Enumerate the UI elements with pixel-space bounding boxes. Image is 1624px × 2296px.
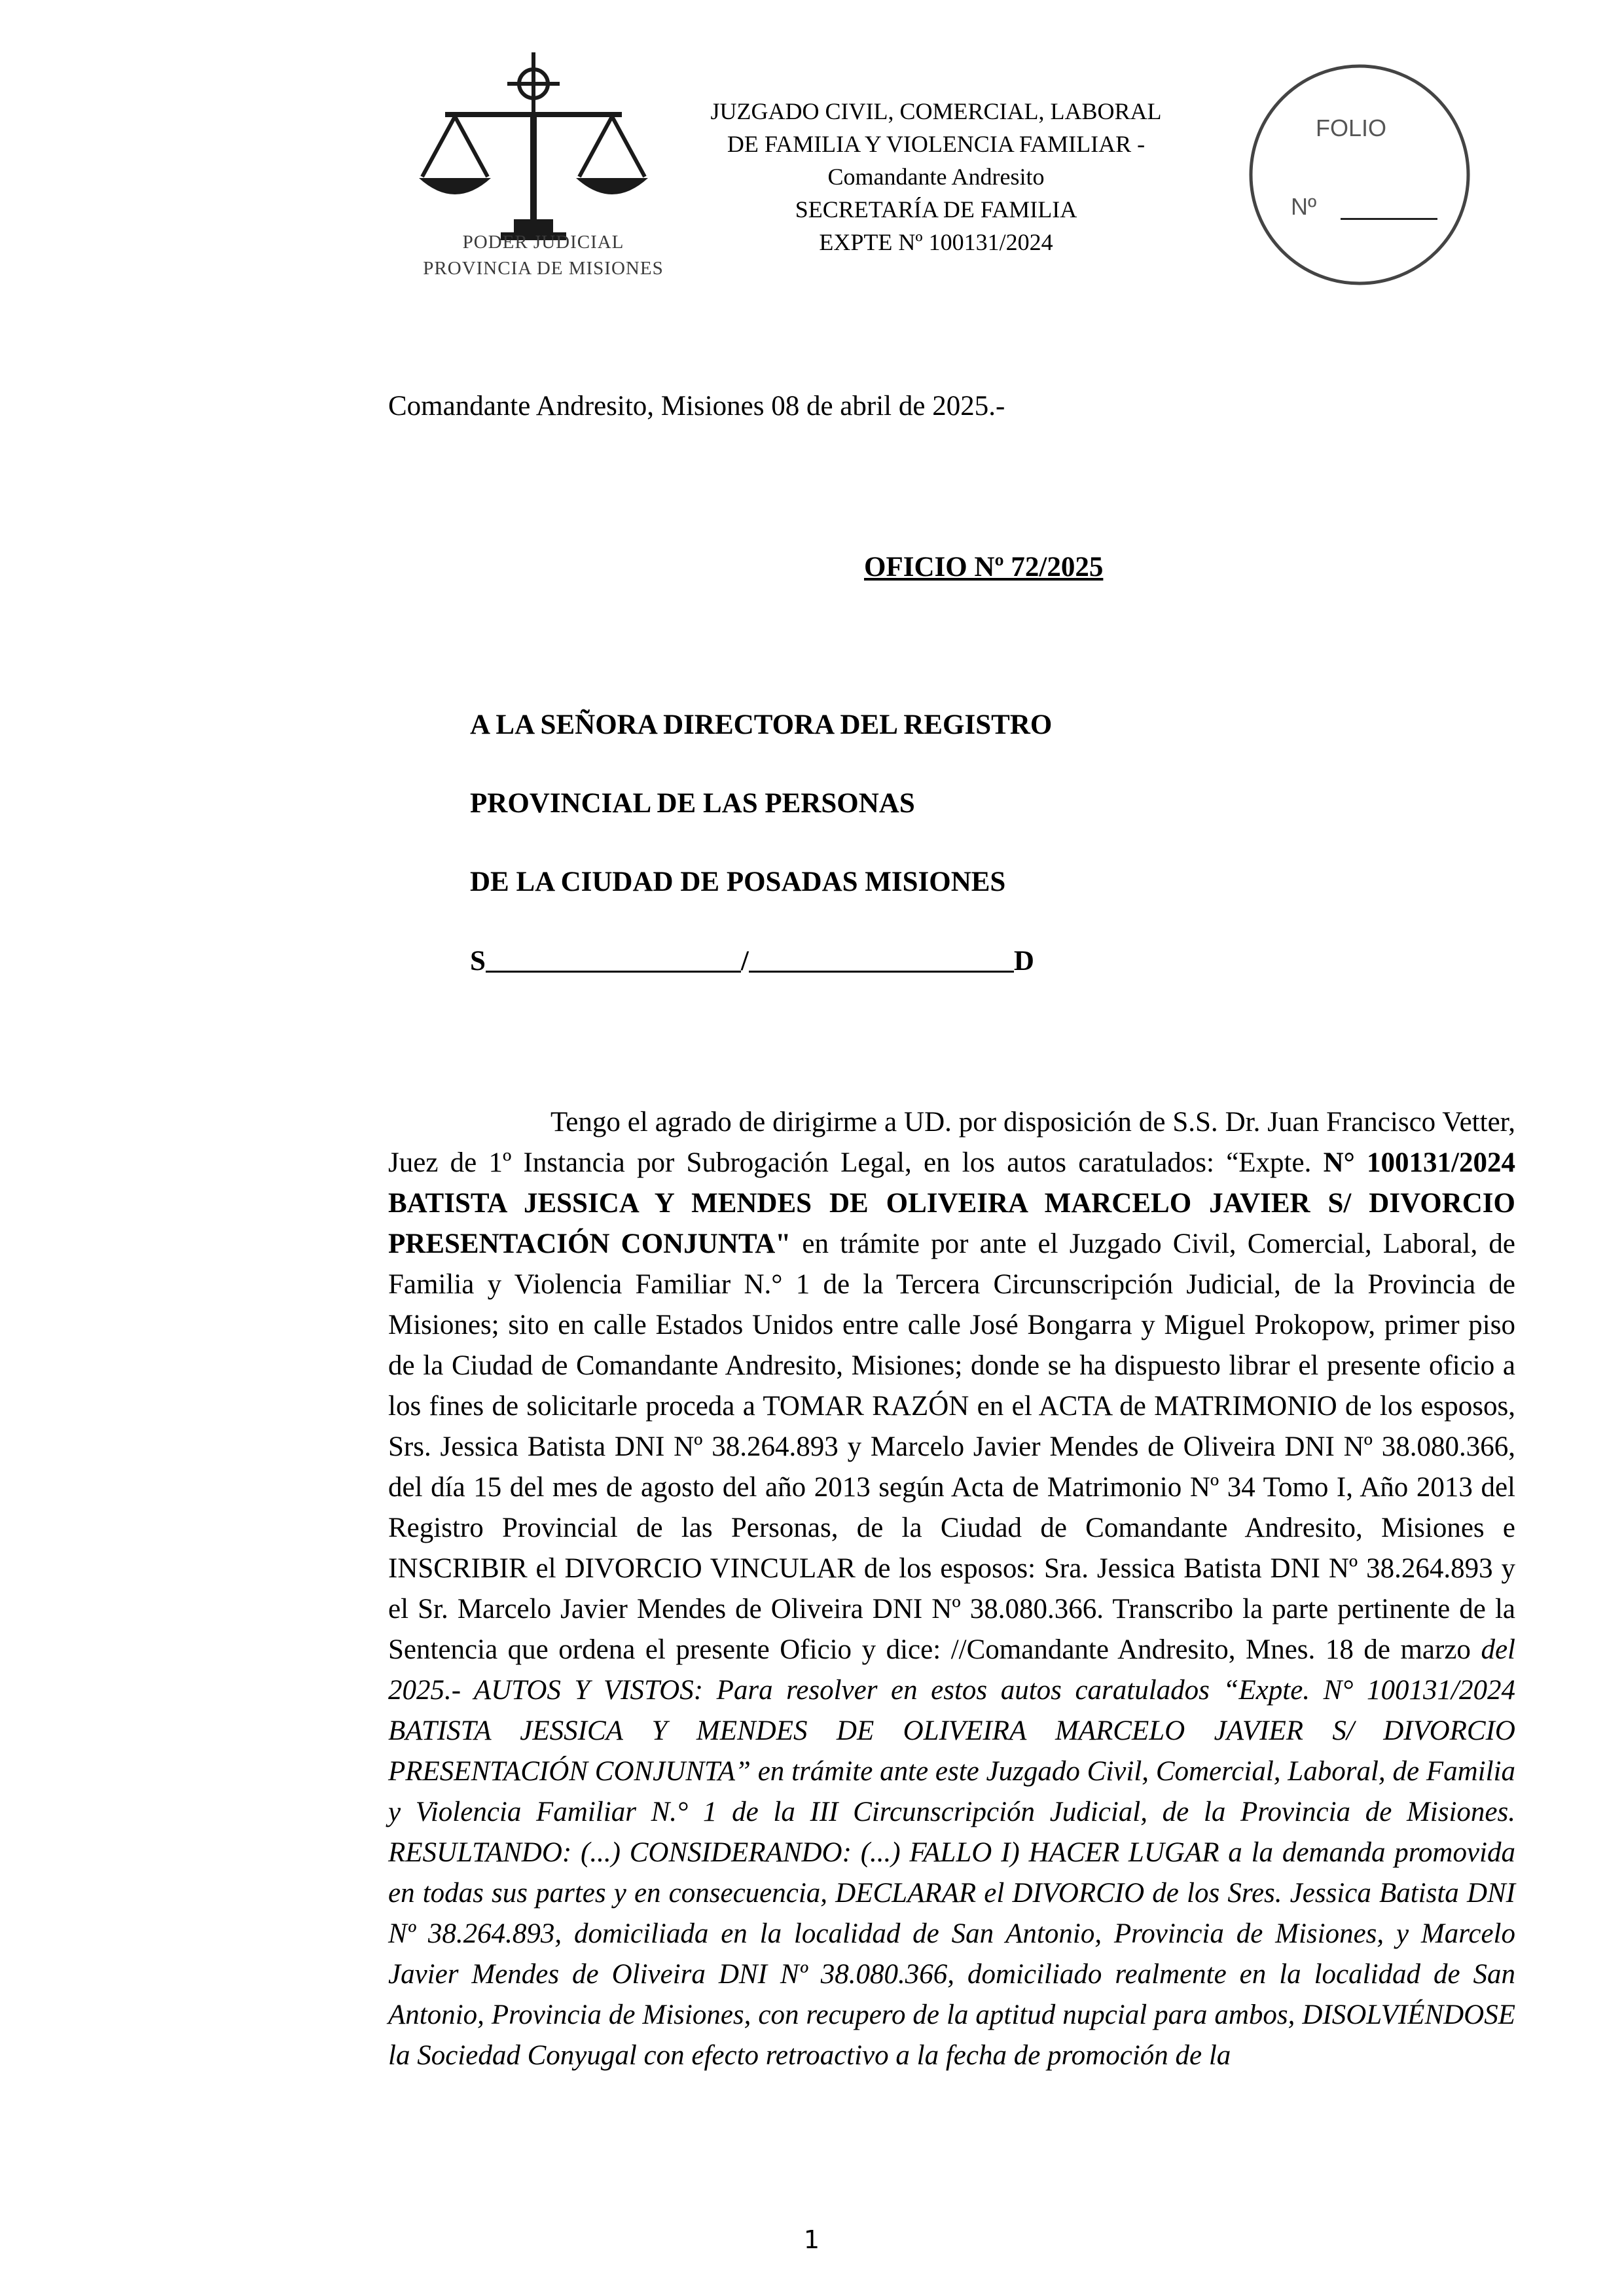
body-main-text: en trámite por ante el Juzgado Civil, Comercial, Laboral, de Familia y Violencia Familiar N.° 1 de la Tercera Circunscripción Judicial, de la Provincia de Misiones; sito en calle Estados Unidos entre calle José Bongarra y Miguel Prokopow, primer piso de la Ciudad de Comandante Andresito, Misiones; donde se ha dispuesto librar el presente oficio a los fines de solicitarle proceda a TOMAR RAZÓN en el ACTA de MATRIMONIO de los esposos, Srs. Jessica Batista DNI Nº 38.264.893 y Marcelo Javier Mendes de Oliveira DNI Nº 38.080.366, del día 15 del mes de agosto del año 2013 según Acta de Matrimonio Nº 34 Tomo I, Año 2013 del Registro Provincial de las Personas, de la Ciudad de Comandante Andresito, Misiones e INSCRIBIR el DIVORCIO VINCULAR de los esposos: Sra. Jessica Batista DNI Nº 38.264.893 y el Sr. Marcelo Javier Mendes de Oliveira DNI Nº 38.080.366. Transcribo la parte pertinente de la Sentencia que ordena el presente Oficio y dice: //Comandante Andresito, Mnes. 18 de marzo bbox=[388, 1229, 1515, 1665]
court-header-line5: EXPTE Nº 100131/2024 bbox=[819, 229, 1053, 255]
court-header-line2: DE FAMILIA Y VIOLENCIA FAMILIAR - bbox=[727, 131, 1146, 157]
logo-caption-line2: PROVINCIA DE MISIONES bbox=[423, 258, 664, 279]
court-header-line3: Comandante Andresito bbox=[827, 164, 1045, 190]
sd-mid: / bbox=[740, 946, 749, 977]
court-header-line4: SECRETARÍA DE FAMILIA bbox=[795, 196, 1077, 223]
addressee-line2: PROVINCIAL DE LAS PERSONAS bbox=[470, 788, 915, 819]
addressee-line3: DE LA CIUDAD DE POSADAS MISIONES bbox=[470, 867, 1006, 897]
sd-blank-left bbox=[486, 944, 741, 973]
logo-caption bbox=[406, 229, 681, 281]
folio-number-blank bbox=[1341, 218, 1437, 220]
folio-stamp-circle bbox=[1247, 62, 1473, 288]
logo-caption-line1: PODER JUDICIAL bbox=[462, 232, 624, 253]
sentence-transcription: del 2025.- AUTOS Y VISTOS: Para resolver en estos autos caratulados “Expte. N° 100131/2024 BATISTA JESSICA Y MENDES DE OLIVEIRA MARCELO JAVIER S/ DIVORCIO PRESENTACIÓN CONJUNTA” en trámite ante este Juzgado Civil, Comercial, Laboral, de Familia y Violencia Familiar N.° 1 de la III Circunscripción Judicial, de la Provincia de Misiones. RESULTANDO: (...) CONSIDERANDO: (...) FALLO I) HACER LUGAR a la demanda promovida en todas sus partes y en consecuencia, DECLARAR el DIVORCIO de los Sres. Jessica Batista DNI Nº 38.264.893, domiciliada en la localidad de San Antonio, Provincia de Misiones, y Marcelo Javier Mendes de Oliveira DNI Nº 38.080.366, domiciliado realmente en la localidad de San Antonio, Provincia de Misiones, con recupero de la aptitud nupcial para ambos, DISOLVIÉNDOSE la Sociedad Conyugal con efecto retroactivo a la fecha de promoción de la bbox=[388, 1634, 1515, 2071]
body-intro-text: Tengo el agrado de dirigirme a UD. por disposición de S.S. Dr. Juan Francisco Vetter, Juez de 1º Instancia por Subrogación Legal, en los autos caratulados: “Expte. bbox=[388, 1107, 1515, 1178]
folio-number-label: Nº bbox=[1291, 193, 1317, 220]
sd-start: S bbox=[470, 946, 486, 977]
body-paragraph bbox=[388, 1102, 1515, 2076]
page-number: 1 bbox=[803, 2225, 820, 2254]
addressee-line1: A LA SEÑORA DIRECTORA DEL REGISTRO bbox=[470, 709, 1053, 740]
court-header-line1: JUZGADO CIVIL, COMERCIAL, LABORAL bbox=[710, 98, 1162, 124]
sd-end: D bbox=[1013, 946, 1034, 977]
sd-line bbox=[470, 944, 1034, 977]
court-header bbox=[674, 95, 1198, 259]
oficio-title: OFICIO Nº 72/2025 bbox=[864, 552, 1104, 583]
date-line: Comandante Andresito, Misiones 08 de abril de 2025.- bbox=[388, 391, 1005, 422]
folio-label: FOLIO bbox=[1316, 115, 1387, 141]
case-title-bold: N° 100131/2024 BATISTA JESSICA Y MENDES DE OLIVEIRA MARCELO JAVIER S/ DIVORCIO PRESENTACIÓN CONJUNTA" bbox=[388, 1147, 1515, 1259]
sd-blank-right bbox=[749, 944, 1014, 973]
